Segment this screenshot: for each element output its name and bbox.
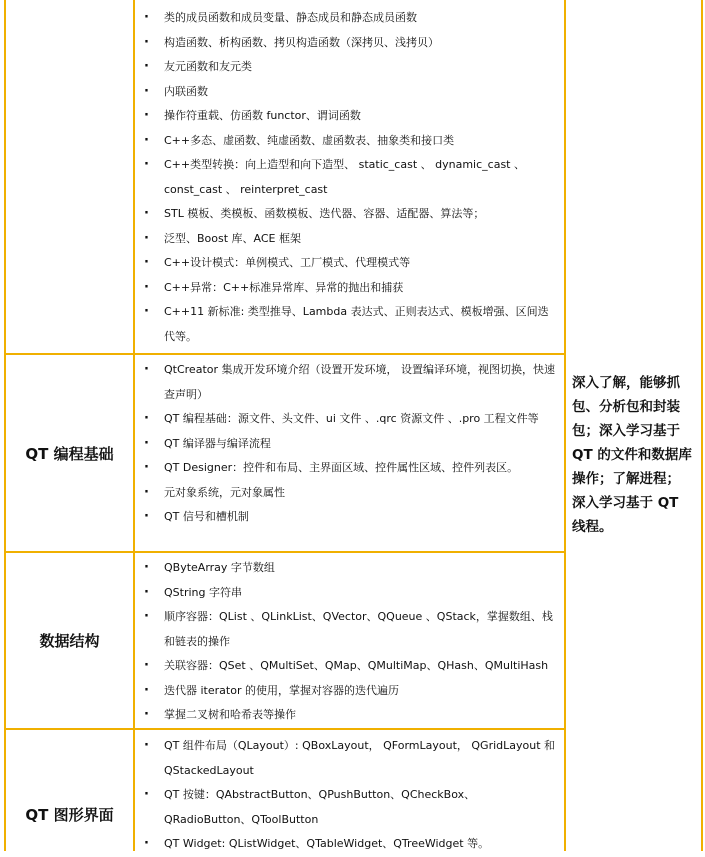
list-item: · QT 按键：QAbstractButton、QPushButton、QCheckBox、QRadioButton、QToolButton: [133, 783, 564, 832]
list-item: · 泛型、Boost 库、ACE 框架: [133, 227, 564, 252]
topic-label: QT 图形界面: [25, 806, 114, 824]
content-cell-row1: [133, 0, 566, 353]
list-item: · 构造函数、析构函数、拷贝构造函数（深拷贝、浅拷贝）: [133, 31, 564, 56]
list-item: · C++类型转换：向上造型和向下造型、 static_cast 、 dynamic_cast 、const_cast 、 reinterpret_cast: [133, 153, 564, 202]
list-item: · QT 组件布局（QLayout）: QBoxLayout， QFormLayout， QGridLayout 和 QStackedLayout: [133, 734, 564, 783]
topic-cell-row4: [4, 728, 135, 851]
list-item: · C++多态、虚函数、纯虚函数、虚函数表、抽象类和接口类: [133, 129, 564, 154]
item-list: [133, 6, 564, 349]
content-cell-row4: [133, 728, 566, 851]
list-item: · 顺序容器：QList 、QLinkList、QVector、QQueue 、QStack，掌握数组、栈和链表的操作: [133, 605, 564, 654]
list-item: · 关联容器：QSet 、QMultiSet、QMap、QMultiMap、QHash、QMultiHash: [133, 654, 564, 679]
list-item: · C++异常：C++标准异常库、异常的抛出和捕获: [133, 276, 564, 301]
item-list: [133, 556, 564, 728]
list-item: · QT Designer：控件和布局、主界面区域、控件属性区域、控件列表区。: [133, 456, 564, 481]
topic-cell-row1: [4, 0, 135, 353]
summary-text: 深入了解，能够抓包、分析包和封装包；深入学习基于 QT 的文件和数据库操作；了解进程；深入学习基于 QT 线程。: [572, 374, 692, 535]
list-item: · QT 编译器与编译流程: [133, 432, 564, 457]
topic-cell-row2: [4, 353, 135, 551]
list-item: · 友元函数和友元类: [133, 55, 564, 80]
list-item: · QString 字符串: [133, 581, 564, 606]
item-list: [133, 734, 564, 857]
item-list: [133, 358, 564, 530]
topic-cell-row3: [4, 551, 135, 728]
topic-label: 数据结构: [39, 632, 100, 650]
list-item: · 元对象系统，元对象属性: [133, 481, 564, 506]
list-item: · 迭代器 iterator 的使用，掌握对容器的迭代遍历: [133, 679, 564, 704]
list-item: · 掌握二叉树和哈希表等操作: [133, 703, 564, 728]
list-item: · QByteArray 字节数组: [133, 556, 564, 581]
list-item: · 类的成员函数和成员变量、静态成员和静态成员函数: [133, 6, 564, 31]
list-item: · QtCreator 集成开发环境介绍（设置开发环境， 设置编译环境，视图切换，快速查声明）: [133, 358, 564, 407]
list-item: · C++设计模式：单例模式、工厂模式、代理模式等: [133, 251, 564, 276]
list-item: · QT Widget: QListWidget、QTableWidget、QTreeWidget 等。: [133, 832, 564, 857]
content-cell-row2: [133, 353, 566, 551]
list-item: · QT 编程基础：源文件、头文件、ui 文件 、.qrc 资源文件 、.pro 工程文件等: [133, 407, 564, 432]
list-item: · C++11 新标准: 类型推导、Lambda 表达式、正则表达式、模板增强、区间迭代等。: [133, 300, 564, 349]
summary-cell: [564, 0, 703, 851]
list-item: · 内联函数: [133, 80, 564, 105]
list-item: · STL 模板、类模板、函数模板、迭代器、容器、适配器、算法等；: [133, 202, 564, 227]
list-item: · QT 信号和槽机制: [133, 505, 564, 530]
topic-label: QT 编程基础: [25, 444, 114, 463]
list-item: · 操作符重载、仿函数 functor、谓词函数: [133, 104, 564, 129]
content-cell-row3: [133, 551, 566, 728]
